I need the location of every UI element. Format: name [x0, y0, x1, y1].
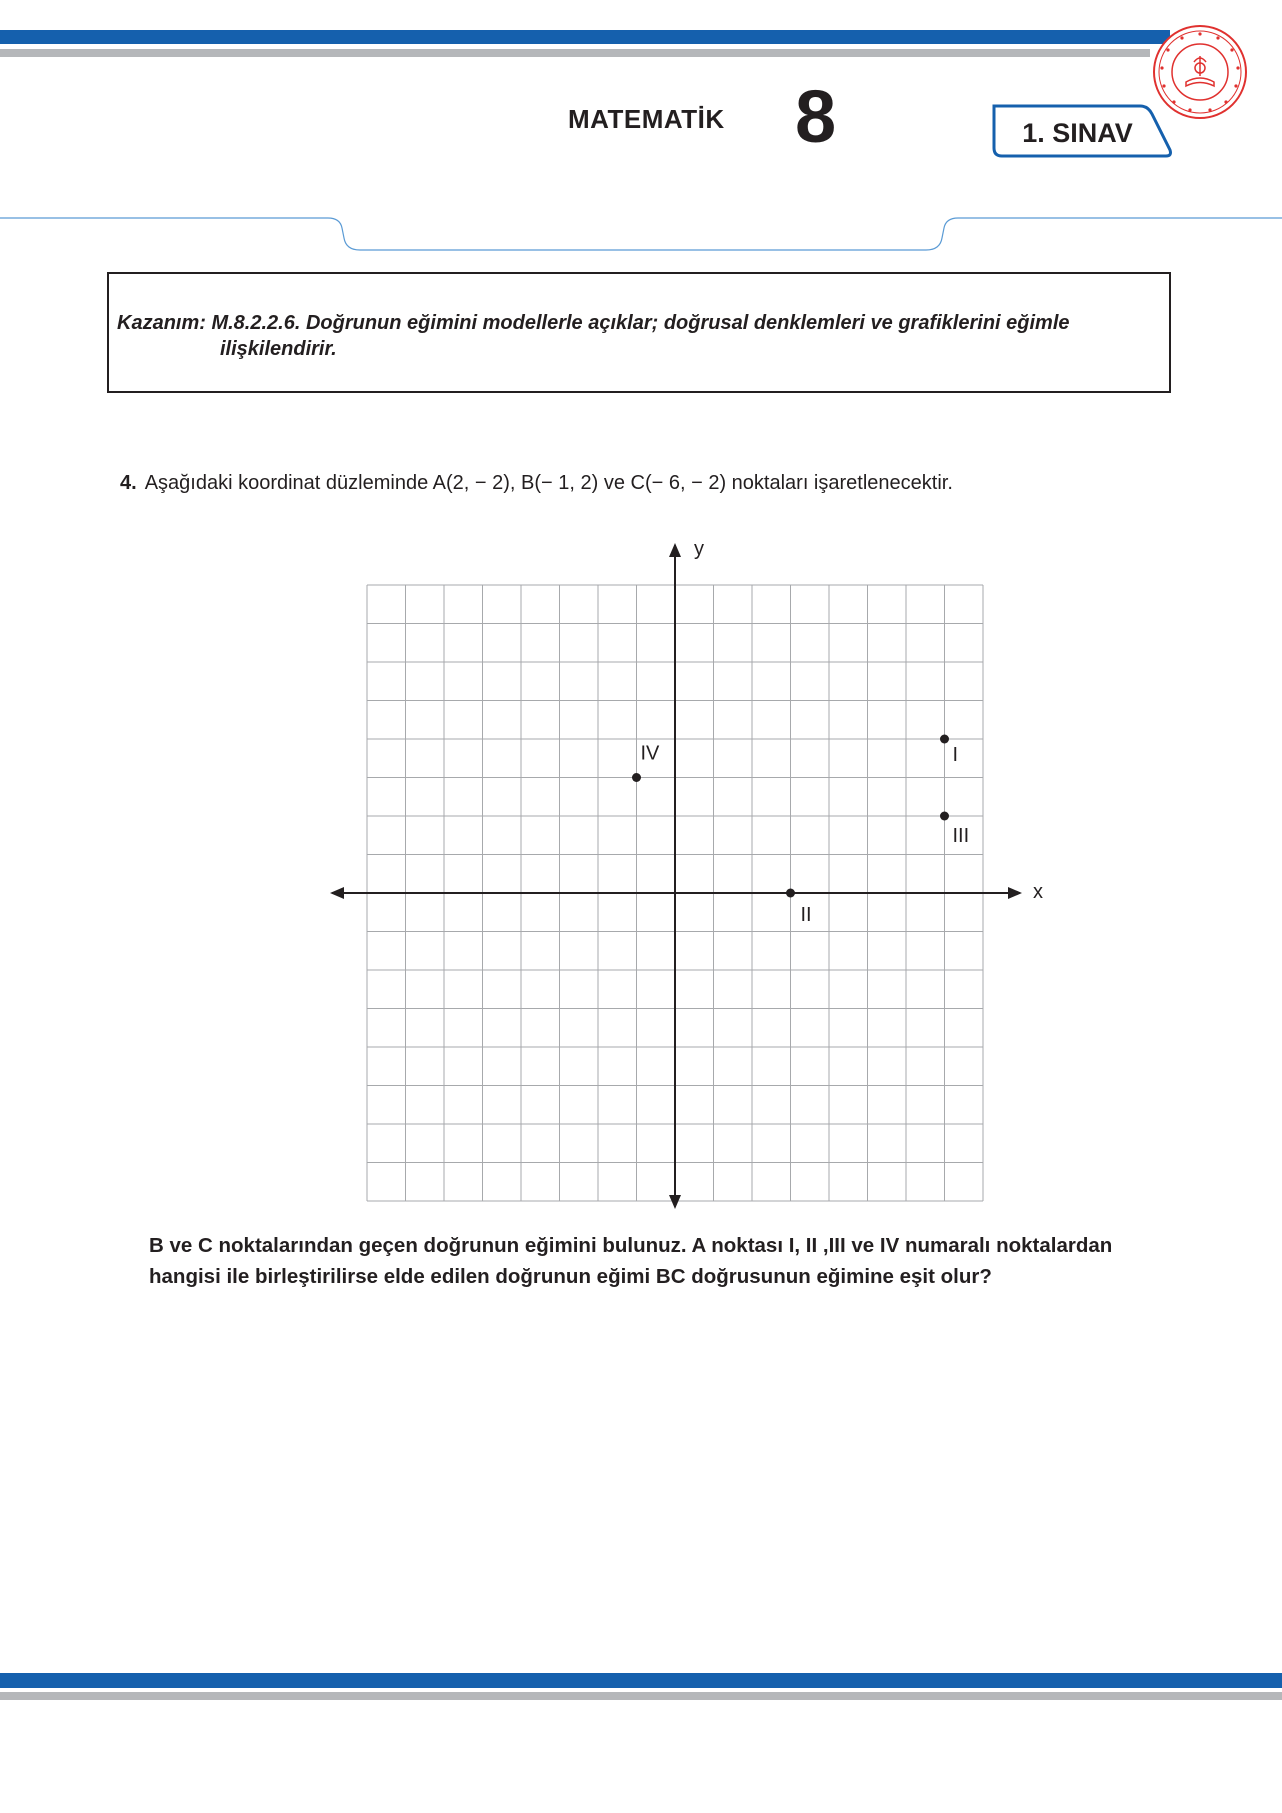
- question-body-line-2: hangisi ile birleştirilirse elde edilen doğrunun eğimi BC doğrusunun eğimine eşit olur?: [149, 1265, 992, 1288]
- coordinate-plane: [320, 535, 1060, 1215]
- axes: [330, 538, 1043, 1209]
- top-gray-band: [0, 49, 1150, 57]
- outcome-label: Kazanım:: [117, 312, 206, 334]
- top-blue-band: [0, 30, 1170, 44]
- y-axis-top-arrow: [669, 543, 681, 557]
- header-divider: [0, 212, 1282, 256]
- point-iii: [940, 812, 949, 821]
- point-i: [940, 735, 949, 744]
- x-axis-right-arrow: [1008, 887, 1022, 899]
- point-label-ii: II: [800, 904, 812, 926]
- exam-label: 1. SINAV: [1022, 118, 1133, 148]
- learning-outcome-box: [107, 272, 1171, 393]
- outcome-line-2: ilişkilendirir.: [220, 338, 337, 360]
- point-ii: [786, 889, 795, 898]
- point-label-iii: III: [952, 825, 970, 847]
- subject-title: MATEMATİK: [568, 104, 725, 134]
- y-axis-label: y: [694, 538, 704, 560]
- x-axis-left-arrow: [330, 887, 344, 899]
- question-prompt: [120, 472, 953, 495]
- question-body-line-1: B ve C noktalarından geçen doğrunun eğimini bulunuz. A noktası I, II ,III ve IV numaralı noktalardan: [149, 1234, 1113, 1257]
- question-text: Aşağıdaki koordinat düzleminde A(2, − 2), B(− 1, 2) ve C(− 6, − 2) noktaları işaretlenecektir.: [144, 472, 953, 494]
- grade-number: 8: [795, 75, 837, 158]
- question-body: [149, 1230, 1179, 1292]
- point-label-iv: IV: [640, 742, 660, 765]
- point-label-i: I: [952, 744, 959, 766]
- y-axis-bottom-arrow: [669, 1195, 681, 1209]
- plotted-points: [632, 735, 969, 927]
- learning-outcome-text: [117, 310, 1149, 362]
- question-number: 4.: [120, 472, 137, 494]
- bottom-gray-band: [0, 1692, 1282, 1700]
- point-iv: [632, 773, 641, 782]
- outcome-line-1: M.8.2.2.6. Doğrunun eğimini modellerle açıklar; doğrusal denklemleri ve grafiklerini eğimle: [211, 312, 1070, 334]
- x-axis-label: x: [1033, 881, 1043, 903]
- bottom-blue-band: [0, 1673, 1282, 1688]
